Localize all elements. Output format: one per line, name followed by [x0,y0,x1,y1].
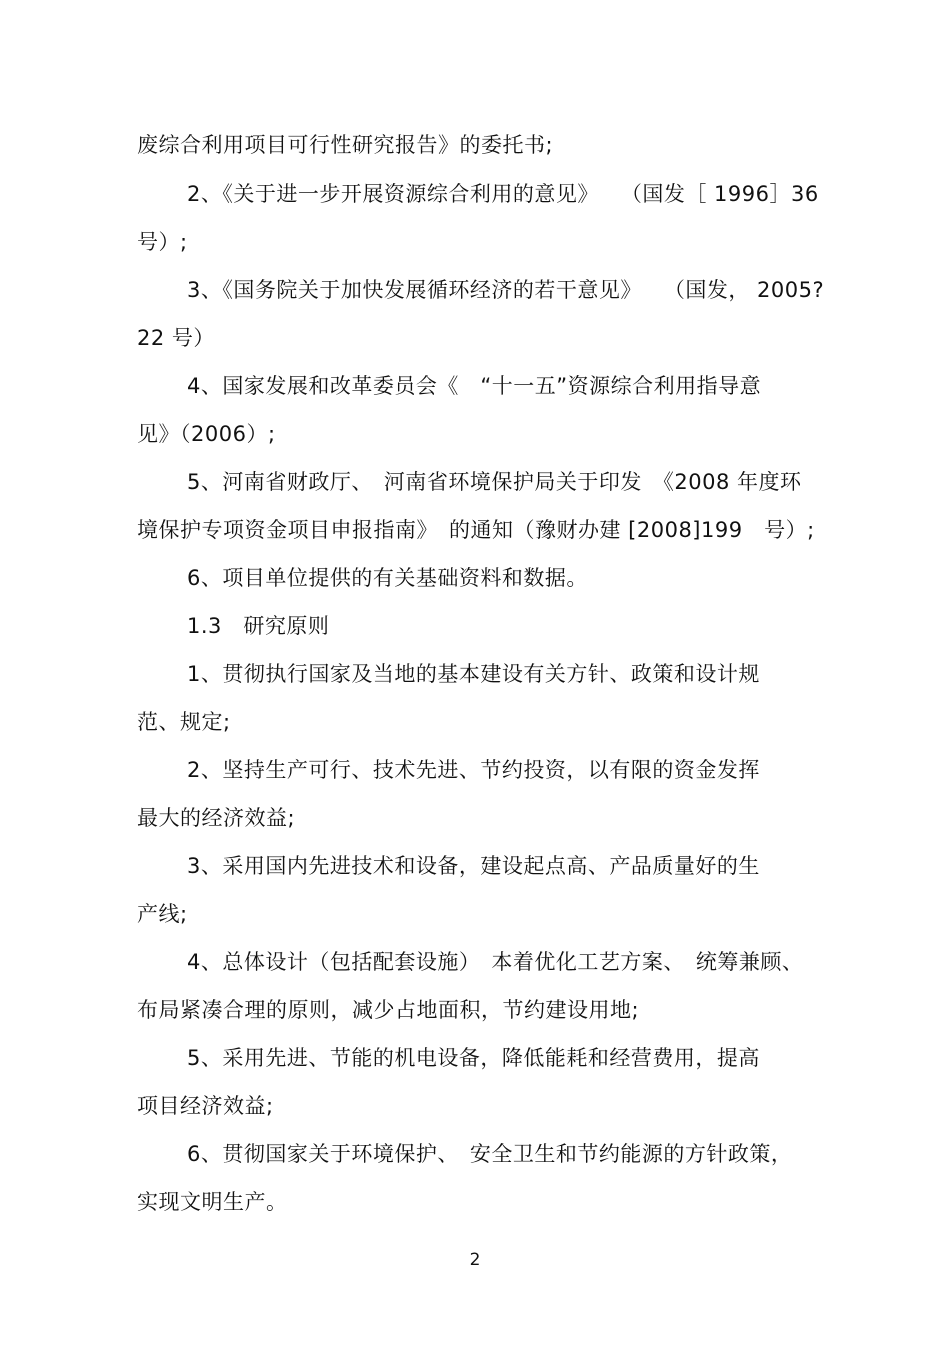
text-line: 4、国家发展和改革委员会《 “十一五”资源综合利用指导意 [187,374,762,398]
text-line: 22 号） [137,326,215,350]
text-line: 见》（2006）; [137,422,276,446]
text-line: 5、河南省财政厅、 河南省环境保护局关于印发 《2008 年度环 [187,470,802,494]
text-line: 实现文明生产。 [137,1190,288,1214]
text-line: 4、总体设计（包括配套设施） 本着优化工艺方案、 统筹兼顾、 [187,950,804,974]
text-line: 5、采用先进、节能的机电设备，降低能耗和经营费用，提高 [187,1046,760,1070]
text-line: 产线; [137,902,188,926]
text-line: 最大的经济效益; [137,806,296,830]
text-line: 3、《国务院关于加快发展循环经济的若干意见》 （国发， 2005? [187,278,825,302]
text-line: 布局紧凑合理的原则，减少占地面积，节约建设用地; [137,998,640,1022]
text-line: 范、规定; [137,710,231,734]
page-number: 2 [469,1250,481,1270]
text-line: 3、采用国内先进技术和设备，建设起点高、产品质量好的生 [187,854,760,878]
text-line: 2、《关于进一步开展资源综合利用的意见》 （国发［ 1996］36 [187,182,819,206]
text-line: 境保护专项资金项目申报指南》 的通知（豫财办建 [2008]199 号）; [137,518,815,542]
text-line: 号）; [137,230,188,254]
section-heading: 1.3 研究原则 [187,614,330,638]
text-line: 废综合利用项目可行性研究报告》的委托书; [137,133,554,157]
text-line: 6、项目单位提供的有关基础资料和数据。 [187,566,588,590]
text-line: 1、贯彻执行国家及当地的基本建设有关方针、政策和设计规 [187,662,760,686]
text-line: 6、贯彻国家关于环境保护、 安全卫生和节约能源的方针政策， [187,1142,793,1166]
text-line: 项目经济效益; [137,1094,274,1118]
text-line: 2、坚持生产可行、技术先进、节约投资，以有限的资金发挥 [187,758,760,782]
